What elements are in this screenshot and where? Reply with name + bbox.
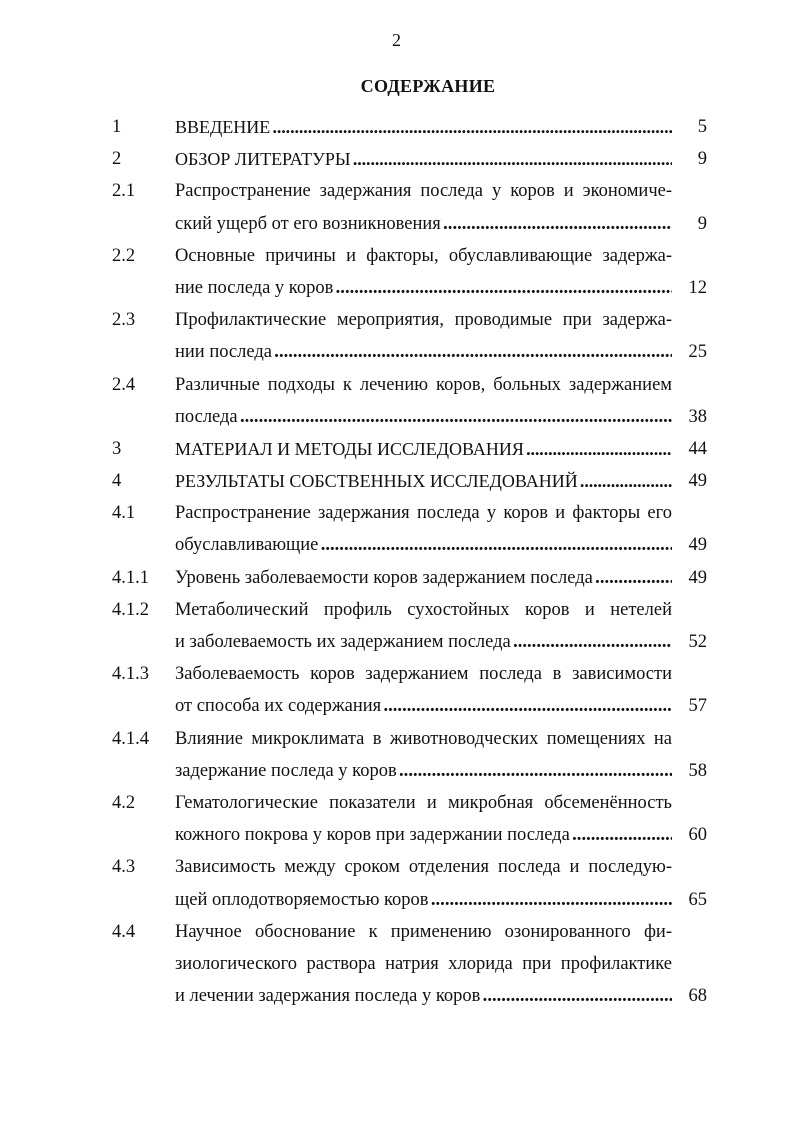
toc-entry-line	[0, 632, 793, 664]
toc-entry	[0, 246, 793, 310]
toc-entry-line	[0, 117, 793, 149]
toc-entry-page: 49	[688, 535, 707, 556]
toc-entry-line	[0, 439, 793, 471]
toc-entry-number: 1	[112, 117, 122, 137]
toc-entry-page: 65	[688, 889, 707, 910]
toc-entry	[0, 181, 793, 245]
toc-entry	[0, 375, 793, 439]
toc-entry-line	[0, 503, 793, 535]
toc-entry-number: 4.1.2	[112, 599, 149, 620]
toc-entry-line	[0, 181, 793, 213]
toc-title: СОДЕРЖАНИЕ	[360, 76, 496, 96]
toc-entry-line	[0, 696, 793, 728]
toc-entry-line	[0, 954, 793, 986]
toc-entry-number: 2.3	[112, 310, 136, 331]
toc-entry-title: Распространение задержания последа у коров и факторы его	[175, 503, 672, 524]
toc-entry-number: 4.2	[112, 792, 136, 813]
toc-entry-line	[0, 857, 793, 889]
toc-entry-number: 4.3	[112, 857, 136, 878]
toc-entry-line	[0, 471, 793, 503]
toc-entry-line	[0, 825, 793, 857]
toc-entry-number: 4.4	[112, 921, 136, 942]
toc-entry-title: Различные подходы к лечению коров, больных задержанием	[175, 374, 672, 395]
toc-entry-title: Основные причины и факторы, обуславливающие задержа-	[175, 245, 672, 266]
toc-entry-line	[0, 342, 793, 374]
toc-entry-title: Заболеваемость коров задержанием последа в зависимости	[175, 664, 672, 685]
toc-entry-line	[0, 793, 793, 825]
toc-entry-line	[0, 922, 793, 954]
toc-entry-number: 4.1.1	[112, 567, 149, 588]
toc-entry-page: 38	[688, 406, 707, 427]
toc-entry	[0, 600, 793, 664]
toc-entry-line	[0, 664, 793, 696]
toc-entry-title: нии последа . . .	[175, 342, 672, 363]
toc-entry-number: 4.1.4	[112, 728, 149, 749]
toc-entry	[0, 922, 793, 1019]
toc-entry-number: 4.1	[112, 503, 136, 524]
toc-entry-page: 12	[688, 277, 707, 298]
toc-entry-number: 2.1	[112, 181, 136, 202]
toc-entry-page: 58	[688, 760, 707, 781]
toc-entry-line	[0, 600, 793, 632]
toc-entry	[0, 471, 793, 503]
toc-entry-page: 60	[688, 825, 707, 846]
toc-entry-title: кожного покрова у коров при задержании последа . . .	[175, 825, 672, 846]
toc-entry	[0, 793, 793, 857]
toc-entry-line	[0, 729, 793, 761]
toc-entry-title: Зависимость между сроком отделения последа и последую-	[175, 857, 672, 878]
toc-entry-title: Метаболический профиль сухостойных коров и нетелей	[175, 599, 672, 620]
page-number: 2	[392, 30, 401, 50]
toc-entry-page: 49	[688, 471, 707, 492]
toc-entry-line	[0, 986, 793, 1018]
toc-entry-title: Профилактические мероприятия, проводимые при задержа-	[175, 310, 672, 331]
toc-entry-number: 3	[112, 438, 122, 459]
toc-entry-line	[0, 310, 793, 342]
toc-entry-title: обуславливающие . . .	[175, 535, 672, 556]
toc-entry-title: Научное обоснование к применению озонированного фи-	[175, 921, 672, 942]
toc-entry	[0, 149, 793, 181]
toc-entry-line	[0, 535, 793, 567]
toc-entry-title: последа . . .	[175, 407, 672, 428]
toc-entry-page: 52	[688, 632, 707, 652]
table-of-contents	[0, 117, 793, 1018]
toc-entry-title: ние последа у коров . . .	[175, 278, 672, 299]
toc-entry-line	[0, 890, 793, 922]
toc-entry-title: от способа их содержания . . .	[175, 696, 672, 717]
toc-entry	[0, 568, 793, 600]
toc-entry-title: и лечении задержания последа у коров . . .	[175, 986, 672, 1007]
toc-entry-number: 2	[112, 149, 122, 170]
toc-entry-page: 57	[688, 696, 707, 717]
toc-entry-number: 4.1.3	[112, 664, 149, 685]
toc-entry-line	[0, 761, 793, 793]
toc-entry	[0, 503, 793, 567]
toc-entry-title: и заболеваемость их задержанием последа . . .	[175, 632, 672, 653]
toc-entry-page: 49	[688, 567, 707, 588]
toc-entry-title: зиологического раствора натрия хлорида при профилактике	[175, 953, 672, 974]
toc-entry-line	[0, 246, 793, 278]
toc-entry	[0, 664, 793, 728]
toc-entry-title: Гематологические показатели и микробная обсеменённость	[175, 792, 672, 813]
toc-entry-number: 2.4	[112, 374, 136, 395]
toc-entry-number: 4	[112, 471, 122, 492]
toc-entry-line	[0, 214, 793, 246]
toc-entry-title: ОБЗОР ЛИТЕРАТУРЫ . . .	[175, 149, 672, 170]
toc-entry-page: 9	[697, 213, 707, 234]
toc-entry-title: МАТЕРИАЛ И МЕТОДЫ ИССЛЕДОВАНИЯ . . .	[175, 439, 672, 460]
toc-entry-page: 9	[697, 149, 707, 170]
toc-entry-title: Уровень заболеваемости коров задержанием последа . . .	[175, 568, 672, 589]
toc-entry-title: РЕЗУЛЬТАТЫ СОБСТВЕННЫХ ИССЛЕДОВАНИЙ . . .	[175, 471, 672, 492]
toc-entry-page: 68	[688, 986, 707, 1007]
toc-entry	[0, 439, 793, 471]
toc-entry-page: 44	[688, 438, 707, 459]
toc-entry	[0, 117, 793, 149]
toc-entry-title: задержание последа у коров . . .	[175, 761, 672, 782]
toc-entry	[0, 310, 793, 374]
toc-entry-line	[0, 568, 793, 600]
toc-entry	[0, 729, 793, 793]
toc-entry-title: ский ущерб от его возникновения . . .	[175, 214, 672, 235]
toc-entry-title: Распространение задержания последа у коров и экономиче-	[175, 181, 672, 202]
toc-entry-page: 5	[697, 117, 707, 137]
toc-entry-line	[0, 375, 793, 407]
toc-entry-title: щей оплодотворяемостью коров . . .	[175, 890, 672, 911]
toc-entry-page: 25	[688, 342, 707, 363]
toc-entry-title: Влияние микроклимата в животноводческих помещениях на	[175, 728, 672, 749]
toc-entry-line	[0, 278, 793, 310]
toc-entry-line	[0, 407, 793, 439]
toc-entry-line	[0, 149, 793, 181]
toc-entry-number: 2.2	[112, 245, 136, 266]
toc-entry	[0, 857, 793, 921]
toc-entry-title: ВВЕДЕНИЕ . . .	[175, 117, 672, 138]
